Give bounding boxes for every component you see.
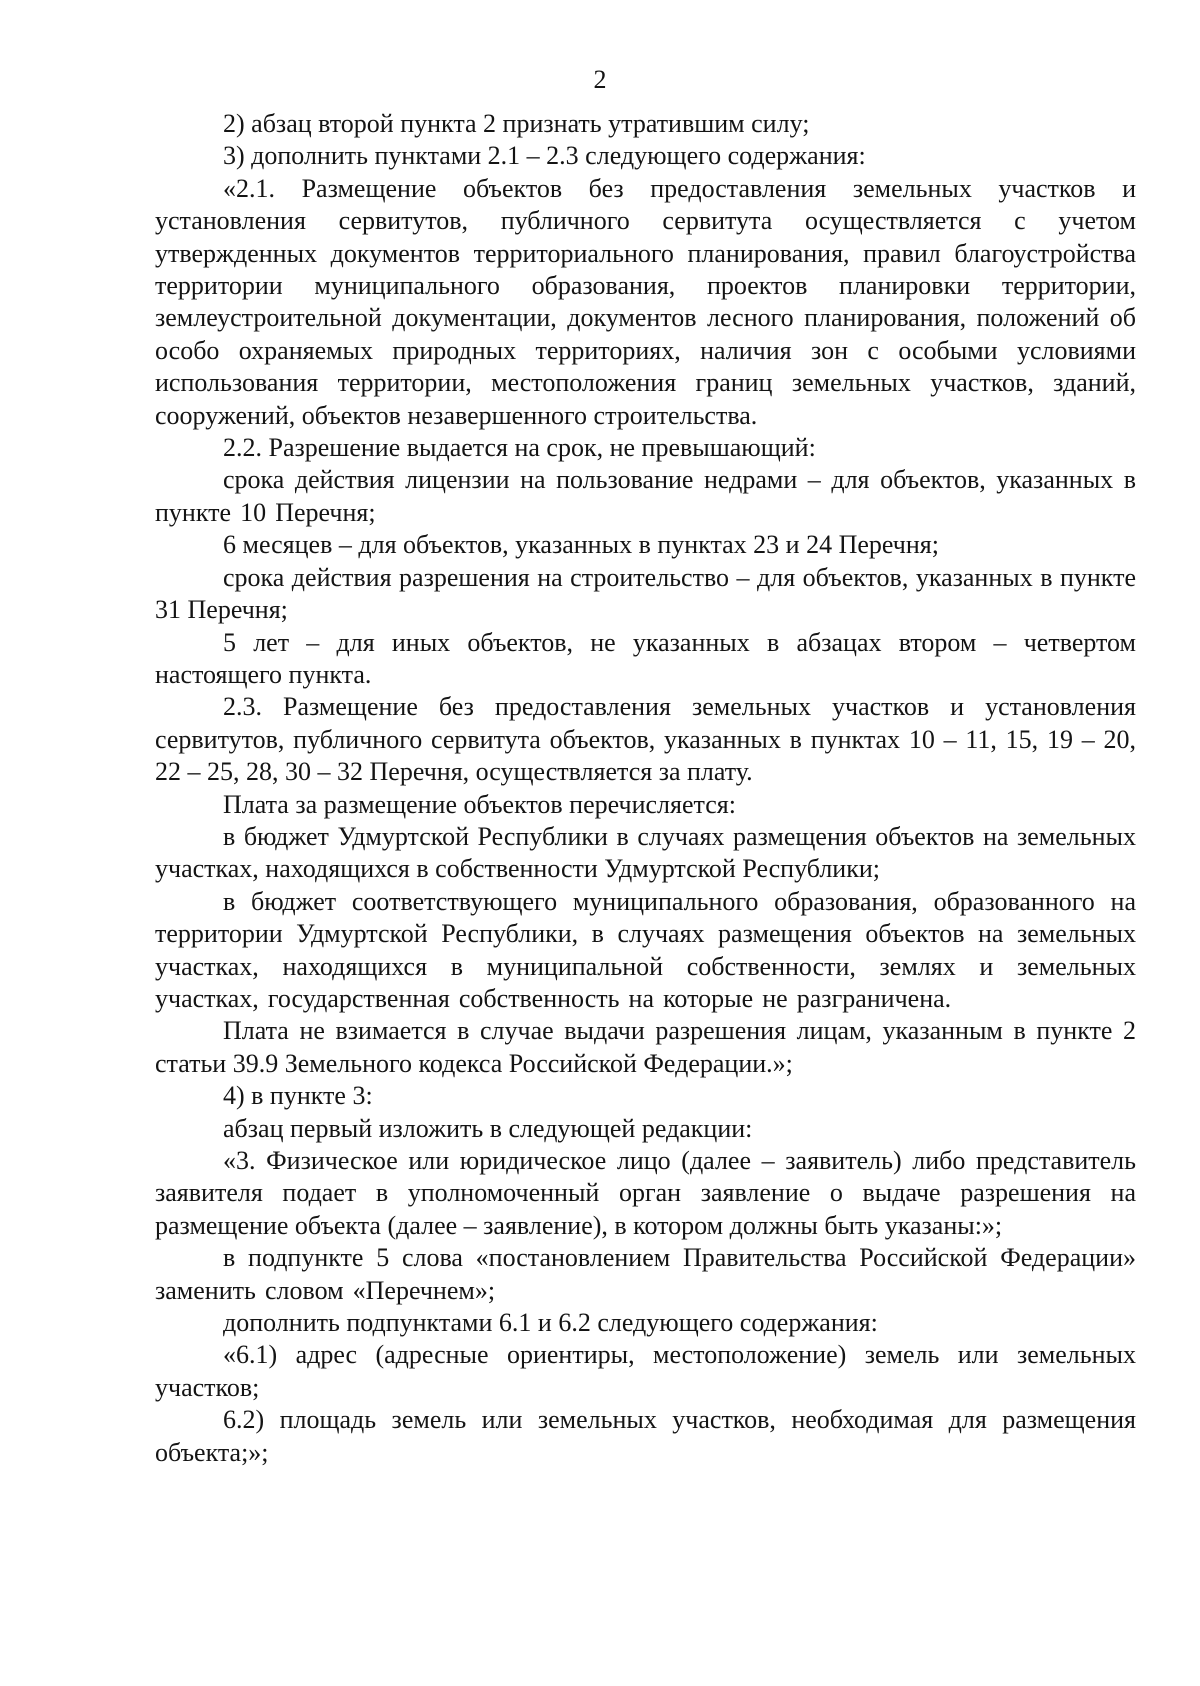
paragraph-first-para-edit: абзац первый изложить в следующей редакции:	[223, 1113, 753, 1143]
paragraph-item-2: 2) абзац второй пункта 2 признать утратившим силу;	[223, 109, 810, 138]
paragraph-fee-municipal-budget: в бюджет соответствующего муниципального образования, образованного на территории Удмуртской Республики, в случаях размещения объектов на земельных участках, находящихся в муниципальной собственности, землях и земельных участках, государственная собственность на которые не разграничена.	[155, 886, 1136, 1013]
paragraph-term-5-years: 5 лет – для иных объектов, не указанных в абзацах втором – четвертом настоящего пункта.	[155, 627, 1136, 689]
paragraph-3-applicant: «3. Физическое или юридическое лицо (далее – заявитель) либо представитель заявителя подает в уполномоченный орган заявление о выдаче разрешения на размещение объекта (далее – заявление), в котором должны быть указаны:»;	[155, 1146, 1136, 1240]
paragraph-2-2: 2.2. Разрешение выдается на срок, не превышающий:	[223, 433, 816, 463]
paragraph-2-1: «2.1. Размещение объектов без предоставления земельных участков и установления сервитутов, публичного сервитута осуществляется с учетом утвержденных документов территориального планирования, правил благоустройства территории муниципального образования, проектов планировки территории, землеустроительной документации, документов лесного планирования, положений об особо охраняемых природных территориях, наличия зон с особыми условиями использования территории, местоположения границ земельных участков, зданий, сооружений, объектов незавершенного строительства.	[155, 173, 1136, 430]
paragraph-add-subitems: дополнить подпунктами 6.1 и 6.2 следующего содержания:	[223, 1308, 878, 1338]
paragraph-fee-republic-budget: в бюджет Удмуртской Республики в случаях размещения объектов на земельных участках, находящихся в собственности Удмуртской Республики;	[155, 821, 1136, 884]
paragraph-term-construction-permit: срока действия разрешения на строительство – для объектов, указанных в пункте 31 Перечня;	[155, 562, 1136, 625]
document-body	[155, 108, 1136, 1469]
paragraph-2-3: 2.3. Размещение без предоставления земельных участков и установления сервитутов, публичного сервитута объектов, указанных в пунктах 10 – 11, 15, 19 – 20, 22 – 25, 28, 30 – 32 Перечня, осуществляется за плату.	[155, 692, 1136, 787]
page-number: 2	[593, 65, 607, 94]
paragraph-fee-transfer: Плата за размещение объектов перечисляется:	[223, 789, 736, 819]
paragraph-6-2: 6.2) площадь земель или земельных участков, необходимая для размещения объекта;»;	[155, 1405, 1136, 1467]
paragraph-term-6-months: 6 месяцев – для объектов, указанных в пунктах 23 и 24 Перечня;	[223, 530, 939, 560]
paragraph-subitem-5: в подпункте 5 слова «постановлением Правительства Российской Федерации» заменить словом «Перечнем»;	[155, 1243, 1136, 1305]
paragraph-item-4: 4) в пункте 3:	[223, 1081, 373, 1111]
paragraph-term-subsoil-license: срока действия лицензии на пользование недрами – для объектов, указанных в пункте 10 Перечня;	[155, 465, 1136, 527]
paragraph-fee-exemption: Плата не взимается в случае выдачи разрешения лицам, указанным в пункте 2 статьи 39.9 Земельного кодекса Российской Федерации.»;	[155, 1016, 1136, 1078]
paragraph-6-1: «6.1) адрес (адресные ориентиры, местоположение) земель или земельных участков;	[155, 1340, 1136, 1402]
paragraph-item-3: 3) дополнить пунктами 2.1 – 2.3 следующего содержания:	[223, 141, 866, 171]
